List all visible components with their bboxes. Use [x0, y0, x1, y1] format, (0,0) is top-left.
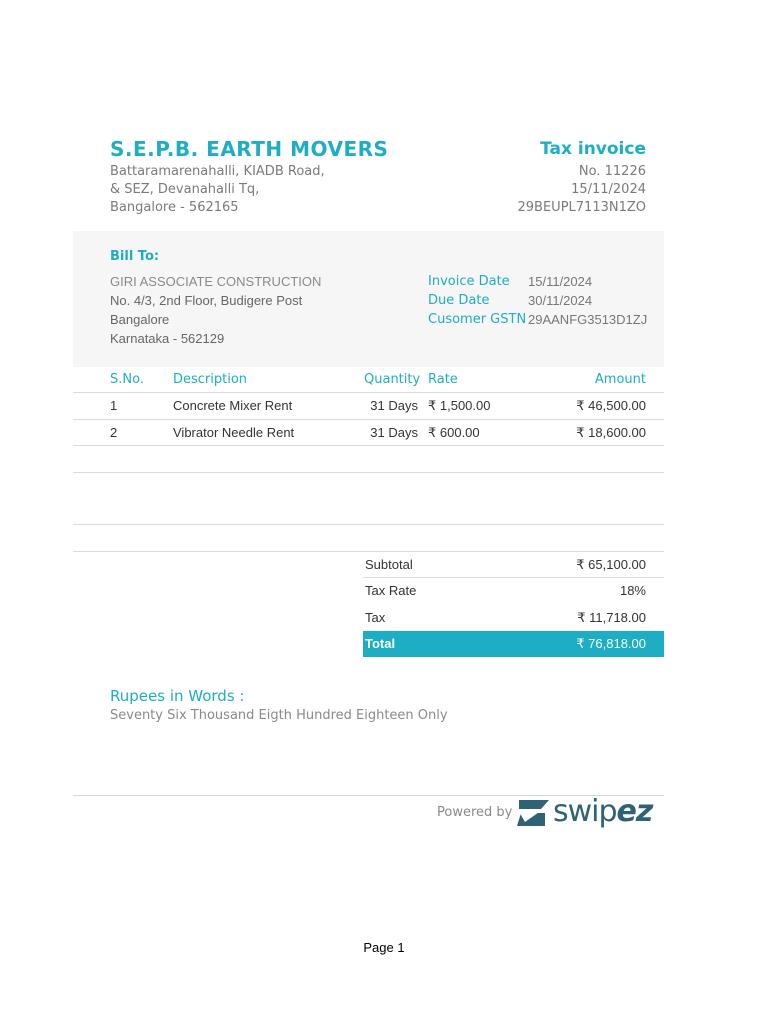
col-header-description: Description: [173, 372, 248, 387]
company-address-line-1: Battaramarenahalli, KIADB Road,: [110, 164, 325, 179]
tax-label: Tax: [365, 610, 386, 625]
bill-to-label: Bill To:: [110, 249, 160, 264]
page-number: Page 1: [363, 940, 405, 955]
table-divider: [73, 392, 664, 393]
due-date-value: 30/11/2024: [528, 293, 593, 308]
col-header-quantity: Quantity: [364, 372, 421, 387]
summary-divider: [363, 577, 664, 578]
customer-name: GIRI ASSOCIATE CONSTRUCTION: [110, 274, 322, 289]
company-gstin: 29BEUPL7113N1ZO: [517, 200, 646, 215]
table-divider: [73, 445, 664, 446]
invoice-date-value: 15/11/2024: [528, 274, 593, 289]
row-rate: ₹ 1,500.00: [428, 398, 491, 413]
due-date-label: Due Date: [428, 293, 490, 308]
table-divider: [73, 472, 664, 473]
customer-address-line-1: No. 4/3, 2nd Floor, Budigere Post: [110, 293, 303, 308]
invoice-date-header: 15/11/2024: [571, 182, 646, 197]
company-address-line-2: & SEZ, Devanahalli Tq,: [110, 182, 260, 197]
total-value: ₹ 76,818.00: [576, 636, 646, 651]
rupees-in-words-value: Seventy Six Thousand Eigth Hundred Eighteen Only: [110, 708, 448, 723]
table-divider: [73, 524, 664, 525]
row-sno: 1: [110, 398, 118, 413]
customer-address-line-2: Bangalore: [110, 312, 170, 327]
row-description: Vibrator Needle Rent: [173, 425, 295, 440]
row-amount: ₹ 18,600.00: [576, 425, 646, 440]
row-quantity: 31 Days: [370, 398, 418, 413]
row-rate: ₹ 600.00: [428, 425, 480, 440]
tax-rate-value: 18%: [619, 583, 646, 598]
customer-gstn-value: 29AANFG3513D1ZJ: [528, 312, 648, 327]
invoice-date-label: Invoice Date: [428, 274, 510, 289]
row-sno: 2: [110, 425, 118, 440]
powered-by-label: Powered by: [437, 805, 513, 820]
subtotal-label: Subtotal: [365, 557, 413, 572]
customer-gstn-label: Cusomer GSTN: [428, 312, 527, 327]
tax-rate-label: Tax Rate: [365, 583, 417, 598]
logo-text-accent: ez: [616, 794, 653, 829]
row-quantity: 31 Days: [370, 425, 418, 440]
row-amount: ₹ 46,500.00: [576, 398, 646, 413]
company-address-line-3: Bangalore - 562165: [110, 200, 239, 215]
swipez-logo-icon[interactable]: [515, 796, 551, 832]
col-header-amount: Amount: [594, 372, 646, 387]
logo-text-main: swip: [553, 794, 617, 829]
col-header-sno: S.No.: [110, 372, 144, 387]
subtotal-value: ₹ 65,100.00: [576, 557, 646, 572]
table-divider: [73, 551, 664, 552]
customer-address-line-3: Karnataka - 562129: [110, 331, 225, 346]
col-header-rate: Rate: [428, 372, 458, 387]
tax-value: ₹ 11,718.00: [577, 610, 646, 625]
rupees-in-words-label: Rupees in Words :: [110, 687, 245, 705]
total-label: Total: [365, 636, 396, 651]
company-name: S.E.P.B. EARTH MOVERS: [110, 137, 389, 161]
row-description: Concrete Mixer Rent: [173, 398, 293, 413]
swipez-logo-text[interactable]: [553, 794, 652, 829]
table-divider: [73, 419, 664, 420]
invoice-number: No. 11226: [578, 164, 646, 179]
invoice-title: Tax invoice: [540, 139, 646, 159]
